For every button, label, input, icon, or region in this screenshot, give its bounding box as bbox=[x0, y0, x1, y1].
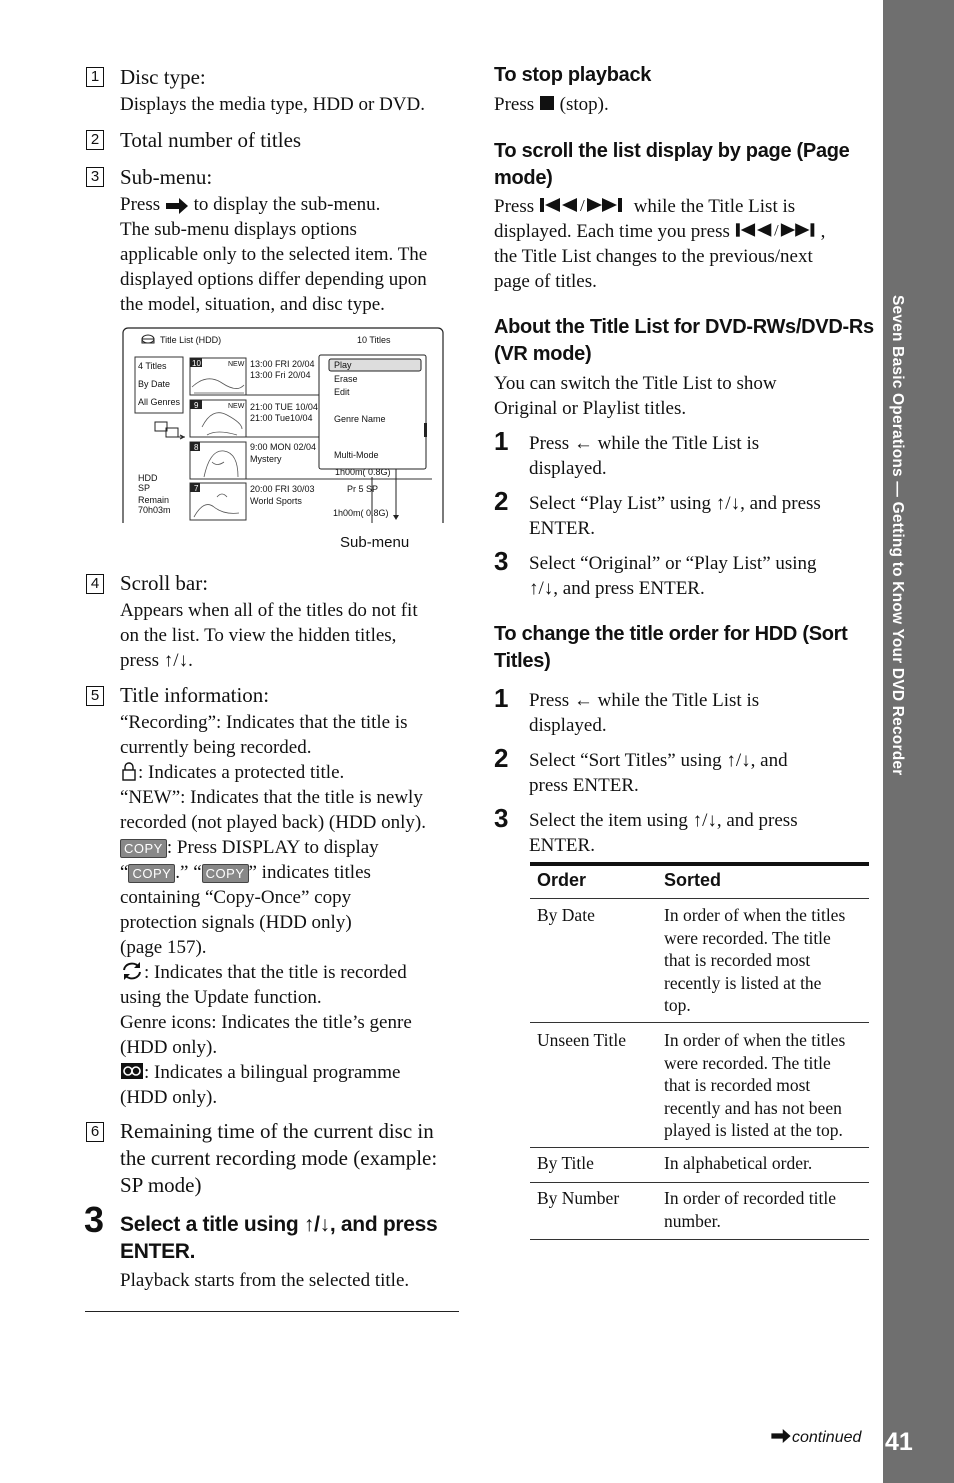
sort-titles-heading: To change the title order for HDD (Sort Titles) bbox=[494, 623, 848, 672]
step-number: 1 bbox=[494, 426, 509, 456]
step-number: 3 bbox=[494, 803, 509, 833]
item-1-body: Displays the media type, HDD or DVD. bbox=[120, 94, 426, 115]
stop-playback-heading: To stop playback bbox=[494, 64, 652, 86]
about-title-list-heading: About the Title List for DVD-RWs/DVD-Rs (VR mode) bbox=[494, 316, 874, 365]
about-step-1: Press ← while the Title List is displayed. bbox=[529, 433, 760, 479]
table-row: Unseen Title In order of when the titles were recorded. The title that is recorded most recently and has not been played is listed at the top. bbox=[530, 1023, 869, 1148]
screen-row-line: Mystery bbox=[250, 454, 282, 464]
item-6-title: Remaining time of the current disc in the current recording mode (example: SP mode) bbox=[120, 1119, 438, 1197]
page-mode-heading: To scroll the list display by page (Page mode) bbox=[494, 140, 850, 189]
page-mode-body: Press / while the Title List is displayed. Each time you press / , the Title List changes to the previous/next page of titles. bbox=[494, 196, 826, 292]
item-number-4: 4 bbox=[86, 574, 104, 594]
screen-row-line: 20:00 FRI 30/03 bbox=[250, 484, 315, 494]
step-number: 2 bbox=[494, 486, 509, 516]
item-4-title: Scroll bar: bbox=[120, 571, 209, 595]
submenu-item-multi-mode: Multi-Mode bbox=[334, 450, 379, 460]
screen-row-number: 7 bbox=[194, 484, 199, 493]
stop-icon bbox=[539, 95, 555, 111]
item-2-title: Total number of titles bbox=[120, 128, 302, 152]
screen-row-line: 21:00 Tue10/04 bbox=[250, 413, 313, 423]
screen-status: HDD bbox=[138, 473, 158, 483]
section-divider bbox=[85, 1311, 459, 1312]
step-number: 3 bbox=[84, 1199, 105, 1240]
update-icon bbox=[120, 961, 144, 981]
table-row: By Number In order of recorded title number. bbox=[530, 1183, 869, 1240]
item-3-title: Sub-menu: bbox=[120, 165, 213, 189]
stop-playback-body: Press (stop). bbox=[494, 94, 609, 115]
submenu-item-genre-name: Genre Name bbox=[334, 414, 386, 424]
submenu-item-edit: Edit bbox=[334, 387, 350, 397]
svg-text:/: / bbox=[773, 221, 779, 239]
page-number: 41 bbox=[885, 1428, 913, 1456]
continued-note: continued bbox=[770, 1428, 861, 1448]
submenu-item-play: Play bbox=[334, 360, 352, 370]
table-row: By Title In alphabetical order. bbox=[530, 1148, 869, 1183]
screen-row-detail: 1h00m( 0.8G) bbox=[335, 467, 391, 477]
step-3-body: Playback starts from the selected title. bbox=[120, 1270, 410, 1291]
copy-icon: COPY bbox=[120, 839, 167, 858]
item-4-body: Appears when all of the titles do not fit on the list. To view the hidden titles, press ↑/↓. bbox=[120, 600, 418, 671]
screen-status: Remain bbox=[138, 495, 170, 505]
previous-next-icon bbox=[539, 196, 629, 214]
item-number-5: 5 bbox=[86, 686, 104, 706]
step-number: 1 bbox=[494, 683, 509, 713]
item-number-3: 3 bbox=[86, 167, 104, 187]
new-badge: NEW bbox=[228, 361, 245, 368]
svg-text:/: / bbox=[579, 196, 585, 214]
screen-title-count: 10 Titles bbox=[357, 335, 391, 345]
sort-step-3: Select the item using ↑/↓, and press ENTER. bbox=[529, 810, 798, 856]
step-3-heading: Select a title using ↑/↓, and press ENTER. bbox=[120, 1213, 438, 1263]
sort-step-2: Select “Sort Titles” using ↑/↓, and press ENTER. bbox=[529, 750, 788, 796]
submenu-item-erase: Erase bbox=[334, 374, 358, 384]
chapter-title: Seven Basic Operations — Getting to Know Your DVD Recorder bbox=[889, 295, 906, 776]
table-header-row: Order Sorted bbox=[530, 866, 869, 899]
right-arrow-icon bbox=[165, 198, 189, 214]
previous-next-icon bbox=[735, 221, 821, 239]
item-5-body: “Recording”: Indicates that the title is currently being recorded. : Indicates a protected title. “NEW”: Indicates that the title is newly recorded (not played back) (HDD only). COPY : Press DISPLAY to display “ COPY .” “ COPY ” indicates titles containing “Copy-Once” copy protection signals (HDD only) (page 157). : Indicates that the title is recorded using the Update function. Genre icons: Indicates the title’s genre (HDD only). : Indicates a bilingual programme (HDD only). bbox=[120, 712, 426, 1108]
step-number: 3 bbox=[494, 546, 509, 576]
new-badge: NEW bbox=[228, 403, 245, 410]
screen-row-number: 10 bbox=[192, 359, 201, 368]
screen-status: 70h03m bbox=[138, 505, 171, 515]
item-3-body: Press to display the sub-menu. The sub-menu displays options applicable only to the selected item. The displayed options differ depending upon the model, situation, and disc type. bbox=[120, 194, 428, 315]
item-5-title: Title information: bbox=[120, 683, 270, 707]
item-number-1: 1 bbox=[86, 67, 104, 87]
screen-status: SP bbox=[138, 483, 151, 493]
screen-row-detail: Pr 5 SP bbox=[347, 484, 379, 494]
sort-step-1: Press ← while the Title List is displayed. bbox=[529, 690, 760, 736]
screen-row-number: 9 bbox=[194, 401, 199, 410]
about-step-3: Select “Original” or “Play List” using ↑/↓, and press ENTER. bbox=[529, 553, 817, 599]
step-number: 2 bbox=[494, 743, 509, 773]
screen-row-detail: 1h00m( 0.8G) bbox=[333, 508, 389, 518]
item-number-6: 6 bbox=[86, 1122, 104, 1142]
copy-icon: COPY bbox=[128, 864, 175, 883]
screen-filter: All Genres bbox=[138, 397, 181, 407]
submenu-callout: Sub-menu bbox=[340, 534, 410, 551]
screen-row-line: 13:00 Fri 20/04 bbox=[250, 370, 311, 380]
about-title-list-body: You can switch the Title List to show Original or Playlist titles. bbox=[494, 373, 777, 419]
lock-icon bbox=[120, 761, 138, 781]
table-row: By Date In order of when the titles were recorded. The title that is recorded most recently is listed at the top. bbox=[530, 899, 869, 1023]
about-step-2: Select “Play List” using ↑/↓, and press ENTER. bbox=[529, 493, 821, 539]
right-arrow-icon bbox=[770, 1429, 792, 1443]
screen-row-line: 9:00 MON 02/04 bbox=[250, 442, 317, 452]
screen-row-line: 21:00 TUE 10/04 bbox=[250, 402, 318, 412]
item-1-title: Disc type: bbox=[120, 65, 206, 89]
bilingual-icon bbox=[120, 1061, 144, 1081]
title-list-screen-illustration bbox=[122, 327, 444, 523]
screen-row-line: 13:00 FRI 20/04 bbox=[250, 359, 315, 369]
screen-filter: 4 Titles bbox=[138, 361, 167, 371]
copy-icon: COPY bbox=[202, 864, 249, 883]
screen-row-line: World Sports bbox=[250, 496, 302, 506]
screen-filter: By Date bbox=[138, 379, 171, 389]
screen-row-number: 8 bbox=[194, 443, 199, 452]
screen-title: Title List (HDD) bbox=[160, 335, 222, 345]
item-number-2: 2 bbox=[86, 130, 104, 150]
